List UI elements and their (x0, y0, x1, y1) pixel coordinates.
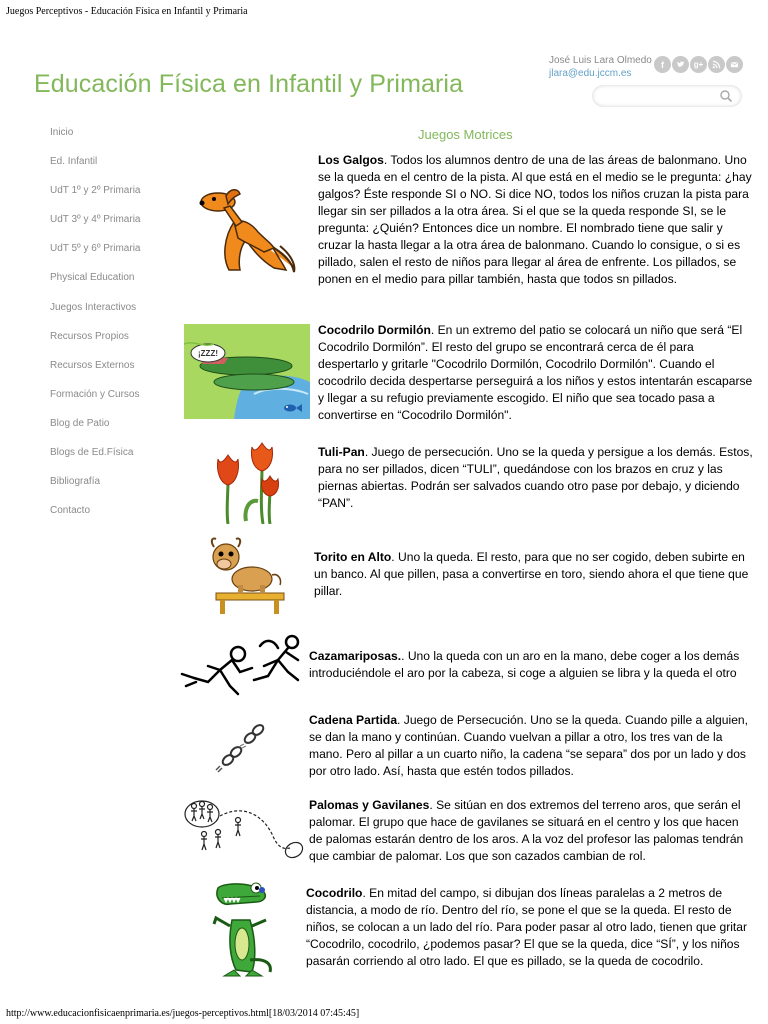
game-description: . En mitad del campo, si dibujan dos líneas paralelas a 2 metros de distancia, a modo de río. Dentro del río, se pone el que se la queda. El resto de niños, se colocan a un lado del río. Para poder pasar al otro lado, tienen que gritar “Cocodrilo, cocodrilo, ¿podemos pasar? El que se la queda, dice “SÍ”, y los niños pasarán corriendo al otro lado. El que es pillado, se la queda de cocodrilo. (306, 886, 748, 968)
game-torito-en-alto (314, 549, 754, 600)
game-name: Cocodrilo Dormilón (318, 323, 431, 337)
greyhound-dog-illustration (194, 182, 302, 278)
nav-item-contacto[interactable]: Contacto (50, 505, 91, 517)
game-cazamariposas (309, 648, 754, 682)
game-name: Palomas y Gavilanes (309, 798, 430, 812)
nav-item-bibliografia[interactable]: Bibliografía (50, 476, 101, 488)
game-name: Tuli-Pan (318, 445, 365, 459)
nav-item-udt-3-4-primaria[interactable]: UdT 3º y 4º Primaria (50, 214, 141, 226)
nav-item-physical-education[interactable]: Physical Education (50, 272, 135, 284)
tulips-illustration (208, 441, 288, 524)
search-box (592, 85, 742, 107)
section-title: Juegos Motrices (418, 127, 513, 142)
game-cocodrilo (306, 885, 754, 970)
runners-illustration (178, 630, 306, 700)
author-block (549, 54, 652, 80)
social-icons (654, 56, 743, 73)
twitter-icon[interactable] (672, 56, 689, 73)
google-plus-icon[interactable]: g+ (690, 56, 707, 73)
game-los-galgos (318, 152, 754, 288)
nav-item-formacion-cursos[interactable]: Formación y Cursos (50, 388, 140, 400)
search-icon[interactable] (719, 89, 733, 103)
facebook-icon[interactable]: f (654, 56, 671, 73)
game-description: . Juego de Persecución. Uno se la queda. Cuando pille a alguien, se dan la mano y continúan. Cuando vuelvan a pillar a otro, los tres van de la mano. Pero al pillar a un cuarto niño, la cadena “se separa” dos por un lado y dos por otro lado. Así, hasta que estén todos pillados. (309, 713, 749, 778)
nav-item-blog-de-patio[interactable]: Blog de Patio (50, 417, 110, 429)
author-name: José Luis Lara Olmedo (549, 55, 652, 66)
game-name: Torito en Alto (314, 550, 392, 564)
nav-item-udt-1-2-primaria[interactable]: UdT 1º y 2º Primaria (50, 185, 141, 197)
game-description: . En un extremo del patio se colocará un niño que será “El Cocodrilo Dormilón”. El resto del grupo se encontrará cerca de él para despertarlo y gritarle "Cocodrilo Dormilón, Cocodrilo Dormilón". Cuando el cocodrilo decida despertarse perseguirá a los niños y estos intentarán escaparse y llegar a su refugio previamente escogido. El niño que sea tocado pasa a convertirse en “Cocodrilo Dormilón". (318, 323, 753, 422)
game-cadena-partida (309, 712, 754, 780)
print-header: Juegos Perceptivos - Educación Física en Infantil y Primaria (6, 6, 248, 17)
sleeping-crocodile-illustration (184, 324, 310, 419)
nav-item-inicio[interactable]: Inicio (50, 127, 74, 138)
nav-item-recursos-externos[interactable]: Recursos Externos (50, 359, 135, 371)
broken-chain-illustration (210, 714, 272, 776)
nav-item-ed-infantil[interactable]: Ed. Infantil (50, 156, 98, 168)
game-cocodrilo-dormilon (318, 322, 754, 424)
nav-item-blogs-ed-fisica[interactable]: Blogs de Ed.Física (50, 447, 134, 459)
site-title[interactable]: Educación Física en Infantil y Primaria (34, 70, 464, 98)
game-description: . Uno la queda. El resto, para que no ser cogido, deben subirte en un banco. Al que pillen, pasa a convertirse en toro, siendo ahora el que tiene que pillar. (314, 550, 749, 598)
game-description: . Todos los alumnos dentro de una de las áreas de balonmano. Uno se la queda en el centro de la pista. Al que está en el medio se le pregunta: ¿hay galgos? Éste responde SI o NO. Si dice NO, todos los niños cruzan la pista para llegar sin ser pillados a la otra área. Si el que se la queda responde SI, se le pregunta: ¿Quién? Entonces dice un nombre. El nombrado tiene que salir y cruzar la hasta llegar a la otra área de balonmano. Cuando lo consigue, o si es pillado, salen el resto de niños para llegar al área de enfrente. Los pillados, se ponen en el medio para pillar también, hasta que todos sn pillados. (318, 153, 752, 286)
game-name: Cocodrilo (306, 886, 363, 900)
nav-item-juegos-interactivos[interactable]: Juegos Interactivos (50, 301, 137, 313)
search-input[interactable] (602, 88, 712, 104)
print-footer-url: http://www.educacionfisicaenprimaria.es/juegos-perceptivos.html[18/03/2014 07:45:45] (6, 1008, 360, 1019)
game-palomas-y-gavilanes (309, 797, 754, 865)
game-tuli-pan (318, 444, 754, 512)
pigeons-hawks-diagram-illustration (182, 794, 306, 864)
bull-on-bench-illustration (204, 535, 288, 619)
nav-item-udt-5-6-primaria[interactable]: UdT 5º y 6º Primaria (50, 243, 141, 255)
author-email-link[interactable]: jlara@edu.jccm.es (549, 68, 632, 79)
game-description: . Juego de persecución. Uno se la queda y persigue a los demás. Estos, para no ser pillados, dicen “TULI”, quedándose con los brazos en cruz y las piernas abiertas. Podrán ser salvados cuando otro pase por debajo, y diciendo “PAN”. (318, 445, 753, 510)
standing-crocodile-illustration (210, 880, 276, 978)
email-icon[interactable] (726, 56, 743, 73)
game-name: Cazamariposas. (309, 649, 402, 663)
zzz-bubble-text: ¡ZZZ! (198, 349, 218, 358)
rss-icon[interactable] (708, 56, 725, 73)
game-description: . Uno la queda con un aro en la mano, debe coger a los demás introduciéndole el aro por la cabeza, si coge a alguien se libra y la queda el otro (309, 649, 740, 680)
game-description: . Se sitúan en dos extremos del terreno aros, que serán el palomar. El grupo que hace de gavilanes se situará en el centro y los que hacen de palomas estarán dentro de los aros. A la voz del profesor las palomas tendrán que cambiar de palomar. Los que son cazados cambian de rol. (309, 798, 744, 863)
game-name: Cadena Partida (309, 713, 398, 727)
game-name: Los Galgos (318, 153, 384, 167)
nav-item-recursos-propios[interactable]: Recursos Propios (50, 330, 129, 342)
sidebar-nav (50, 127, 180, 534)
